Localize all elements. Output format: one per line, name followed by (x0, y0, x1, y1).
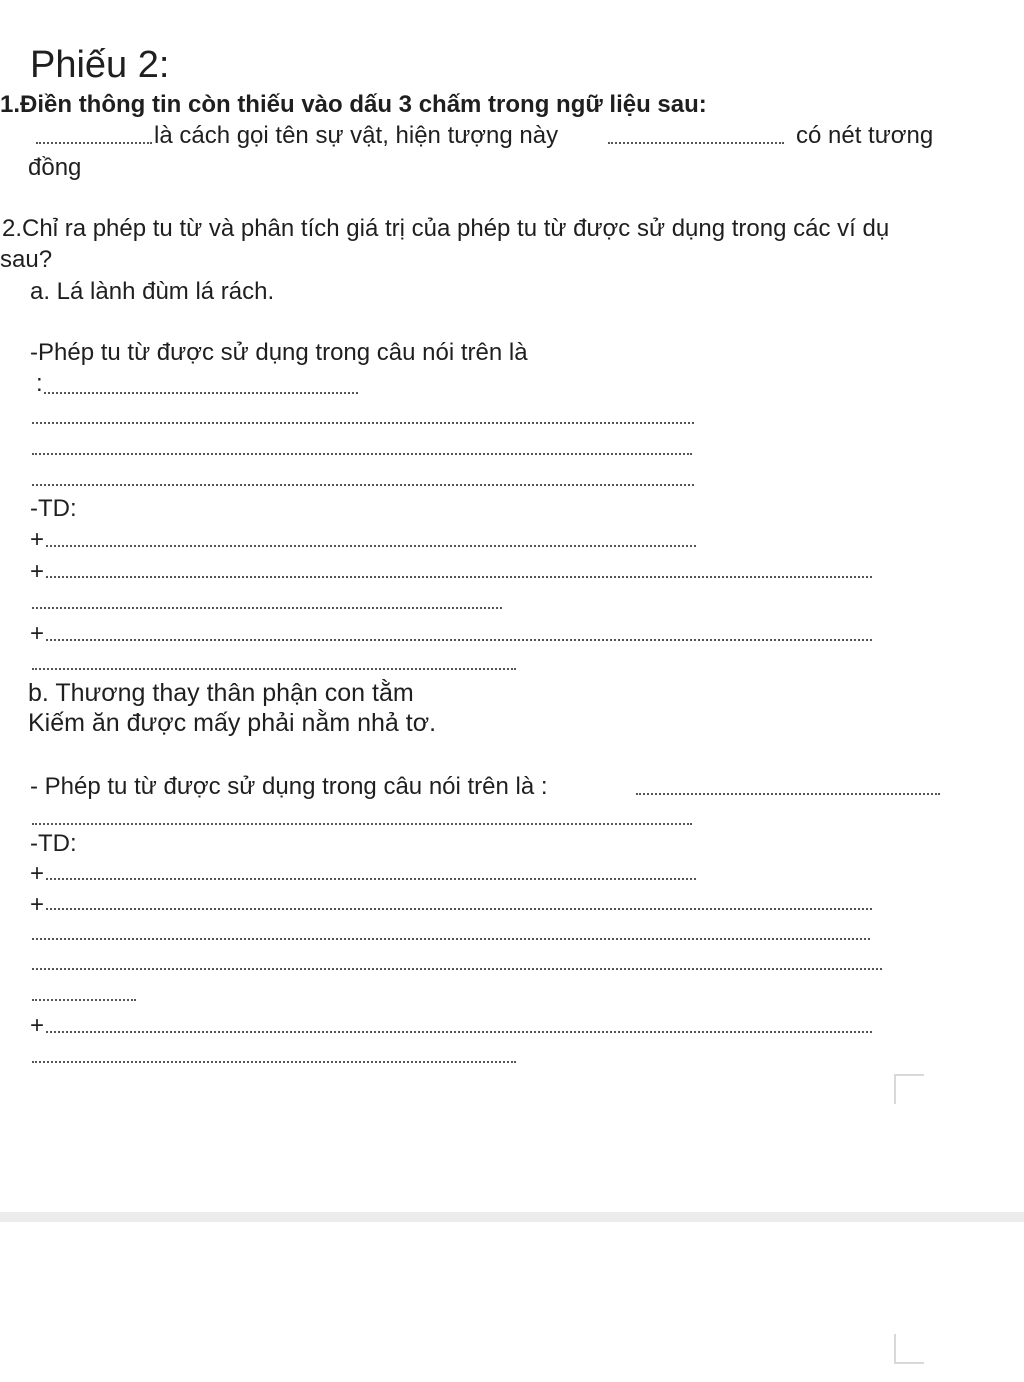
q2-b-td-line-3[interactable] (32, 938, 870, 940)
q1-text-part-c: đồng (28, 154, 82, 181)
q2-example-a: a. Lá lành đùm lá rách. (30, 278, 275, 305)
q2-b-td-line-5[interactable] (32, 999, 136, 1001)
q2-b-plus-2: + (30, 891, 45, 918)
q2-b-td-line-2[interactable] (46, 908, 872, 910)
q2-a-td-line-1[interactable] (46, 545, 696, 547)
q2-b-figure-prompt-wrap (30, 775, 548, 799)
q2-a-td-line-5[interactable] (32, 668, 516, 670)
q2-b-answer-line-2[interactable] (32, 823, 692, 825)
q1-blank-1[interactable] (36, 142, 152, 144)
q2-a-figure-prompt: -Phép tu từ được sử dụng trong câu nói trên là (30, 339, 528, 366)
q2-a-plus-1: + (30, 526, 45, 553)
q2-a-answer-line-1[interactable] (44, 392, 358, 394)
q2-a-answer-line-2[interactable] (32, 422, 694, 424)
q2-a-plus-3: + (30, 620, 45, 647)
q2-example-b-line1: b. Thương thay thân phận con tằm (28, 679, 414, 707)
q2-heading-line2: sau? (0, 246, 53, 273)
q1-heading: 1.Điền thông tin còn thiếu vào dấu 3 chấm trong ngữ liệu sau: (0, 91, 707, 118)
q2-a-plus-2: + (30, 558, 45, 585)
q2-a-td-line-3[interactable] (32, 607, 502, 609)
q2-b-plus-1: + (30, 860, 45, 887)
q2-b-figure-prompt: - Phép tu từ được sử dụng trong câu nói trên là : (30, 773, 548, 800)
q2-a-colon: : (36, 370, 43, 397)
q2-example-b-line2: Kiếm ăn được mấy phải nằm nhả tơ. (28, 709, 437, 737)
page-separator (0, 1212, 1024, 1222)
q1-text-part-a: là cách gọi tên sự vật, hiện tượng này (154, 122, 559, 149)
q2-b-td-line-6[interactable] (46, 1031, 872, 1033)
q2-a-answer-line-4[interactable] (32, 484, 694, 486)
q1-text-part-b: có nét tương (796, 122, 934, 149)
q2-b-td-line-4[interactable] (32, 968, 882, 970)
q2-a-td-label: -TD: (30, 495, 77, 522)
page-corner-marker-bottom (894, 1334, 924, 1364)
q2-b-plus-3: + (30, 1012, 45, 1039)
q2-b-td-line-1[interactable] (46, 878, 696, 880)
q1-blank-2[interactable] (608, 142, 784, 144)
q2-heading-line1: 2.Chỉ ra phép tu từ và phân tích giá trị của phép tu từ được sử dụng trong các ví dụ (2, 215, 890, 242)
q2-b-answer-line-1[interactable] (636, 793, 940, 795)
page-corner-marker-top (894, 1074, 924, 1104)
q2-b-td-line-7[interactable] (32, 1061, 516, 1063)
sheet-title: Phiếu 2: (30, 44, 170, 86)
q2-a-td-line-2[interactable] (46, 576, 872, 578)
q2-b-td-label: -TD: (30, 830, 77, 857)
q2-a-answer-line-3[interactable] (32, 453, 692, 455)
q2-a-td-line-4[interactable] (46, 639, 872, 641)
